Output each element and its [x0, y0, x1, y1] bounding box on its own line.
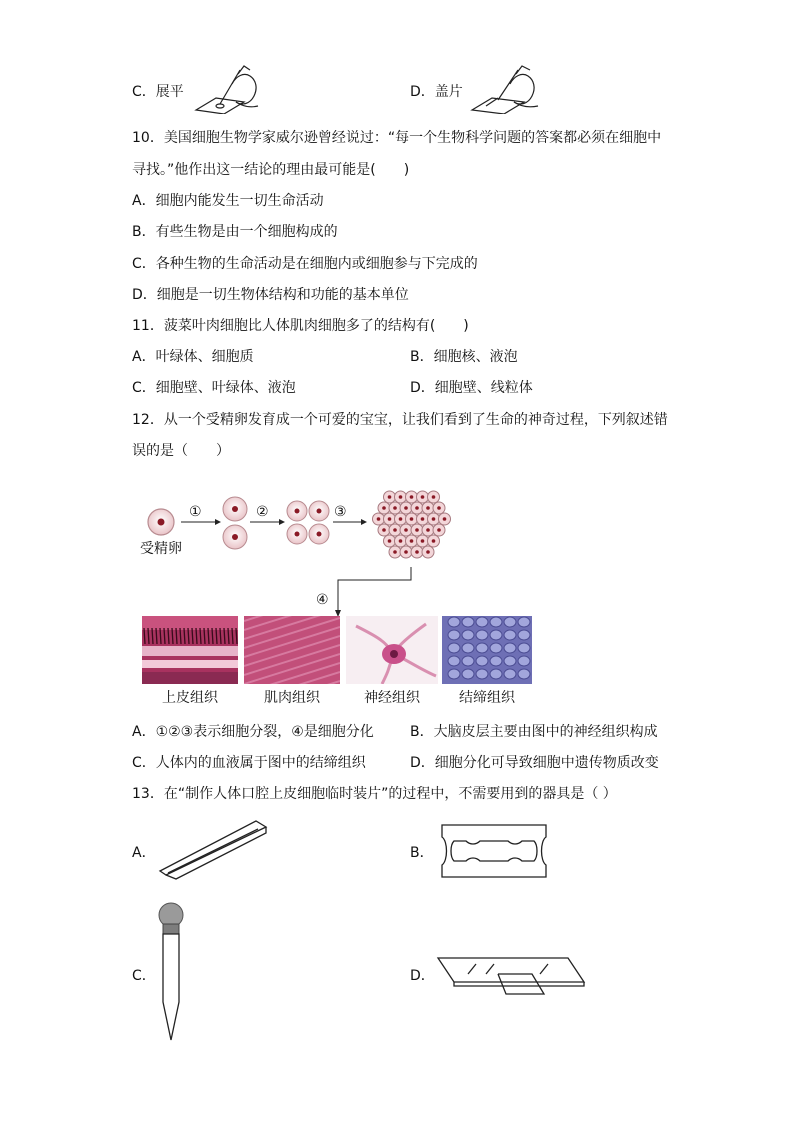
tissue-label-nerve: 神经组织: [364, 690, 420, 706]
nucleus: [426, 528, 430, 532]
q13-option-d-letter: D．: [410, 968, 435, 984]
q10-option-b: B．有些生物是由一个细胞构成的: [132, 224, 338, 240]
q11-option-b: B．细胞核、液泡: [410, 349, 518, 365]
nucleus: [388, 517, 392, 521]
step-label-4: ④: [316, 592, 329, 608]
zygote-cell: [148, 509, 174, 535]
nucleus: [410, 495, 414, 499]
nucleus: [388, 495, 392, 499]
q10-option-c: C．各种生物的生命活动是在细胞内或细胞参与下完成的: [132, 256, 478, 272]
q12-stem-line2: 误的是（ ）: [132, 443, 230, 459]
nucleus: [437, 528, 441, 532]
arrow-4: [338, 567, 411, 610]
q9-option-c: C．展平: [132, 84, 184, 100]
hand-covering-slip-icon: [468, 62, 544, 114]
nucleus: [377, 517, 381, 521]
nucleus: [399, 539, 403, 543]
q10-stem-line1: 10．美国细胞生物学家威尔逊曾经说过：“每一个生物科学问题的答案都必须在细胞中: [132, 130, 662, 146]
nucleus: [388, 539, 392, 543]
nucleus: [399, 517, 403, 521]
dropper-icon: [154, 902, 188, 1044]
connective-tissue-image: [442, 616, 532, 684]
slide-coverslip-icon: [436, 950, 586, 1000]
q10-option-a: A．细胞内能发生一切生命活动: [132, 193, 324, 209]
step-label-2: ②: [256, 504, 269, 520]
nucleus: [404, 528, 408, 532]
step-label-3: ③: [334, 504, 347, 520]
q12-option-c: C．人体内的血液属于图中的结缔组织: [132, 755, 366, 771]
q12-option-a: A．①②③表示细胞分裂，④是细胞分化: [132, 724, 374, 740]
q11-option-a: A．叶绿体、细胞质: [132, 349, 254, 365]
tissue-label-epithelial: 上皮组织: [162, 690, 218, 706]
nucleus: [415, 528, 419, 532]
q9-option-d: D．盖片: [410, 84, 463, 100]
q13-stem: 13．在“制作人体口腔上皮细胞临时装片”的过程中，不需要用到的器具是（ ）: [132, 786, 617, 802]
q13-option-a-letter: A．: [132, 845, 156, 861]
nerve-tissue-image: [346, 616, 438, 684]
q12-stem-line1: 12．从一个受精卵发育成一个可爱的宝宝，让我们看到了生命的神奇过程，下列叙述错: [132, 412, 668, 428]
nucleus: [410, 539, 414, 543]
two-cell-stage: [223, 497, 247, 549]
nucleus: [404, 550, 408, 554]
nucleus: [432, 539, 436, 543]
nucleus: [421, 495, 425, 499]
epithelial-tissue-image: [142, 616, 238, 684]
q10-stem-line2: 寻找。”他作出这一结论的理由最可能是( ): [132, 162, 410, 178]
q11-option-c: C．细胞壁、叶绿体、液泡: [132, 380, 296, 396]
nucleus: [426, 506, 430, 510]
nucleus: [404, 506, 408, 510]
cell-mass: [373, 491, 451, 558]
step-label-1: ①: [189, 504, 202, 520]
nucleus: [443, 517, 447, 521]
nucleus: [415, 550, 419, 554]
q10-option-d: D．细胞是一切生物体结构和功能的基本单位: [132, 287, 409, 303]
nucleus: [382, 506, 386, 510]
nucleus: [415, 506, 419, 510]
razor-blade-icon: [436, 823, 552, 879]
tissue-label-muscle: 肌肉组织: [264, 690, 320, 706]
nucleus: [432, 495, 436, 499]
q11-option-d: D．细胞壁、线粒体: [410, 380, 533, 396]
nucleus: [421, 539, 425, 543]
q13-option-b-letter: B．: [410, 845, 434, 861]
nucleus: [393, 550, 397, 554]
tissue-label-connective: 结缔组织: [459, 690, 515, 706]
nucleus: [399, 495, 403, 499]
tweezers-icon: [158, 817, 270, 881]
nucleus: [410, 517, 414, 521]
nucleus: [426, 550, 430, 554]
nucleus: [437, 506, 441, 510]
four-cell-stage: [287, 501, 329, 544]
nucleus: [421, 517, 425, 521]
nucleus: [432, 517, 436, 521]
zygote-label: 受精卵: [140, 541, 182, 557]
q11-stem: 11．菠菜叶肉细胞比人体肌肉细胞多了的结构有( ): [132, 318, 469, 334]
development-diagram: [135, 480, 545, 620]
nucleus: [393, 506, 397, 510]
q13-option-c-letter: C．: [132, 968, 156, 984]
nucleus: [393, 528, 397, 532]
muscle-tissue-image: [244, 616, 340, 684]
hand-spreading-icon: [192, 62, 264, 114]
q12-option-b: B．大脑皮层主要由图中的神经组织构成: [410, 724, 658, 740]
q12-option-d: D．细胞分化可导致细胞中遗传物质改变: [410, 755, 659, 771]
nucleus: [382, 528, 386, 532]
